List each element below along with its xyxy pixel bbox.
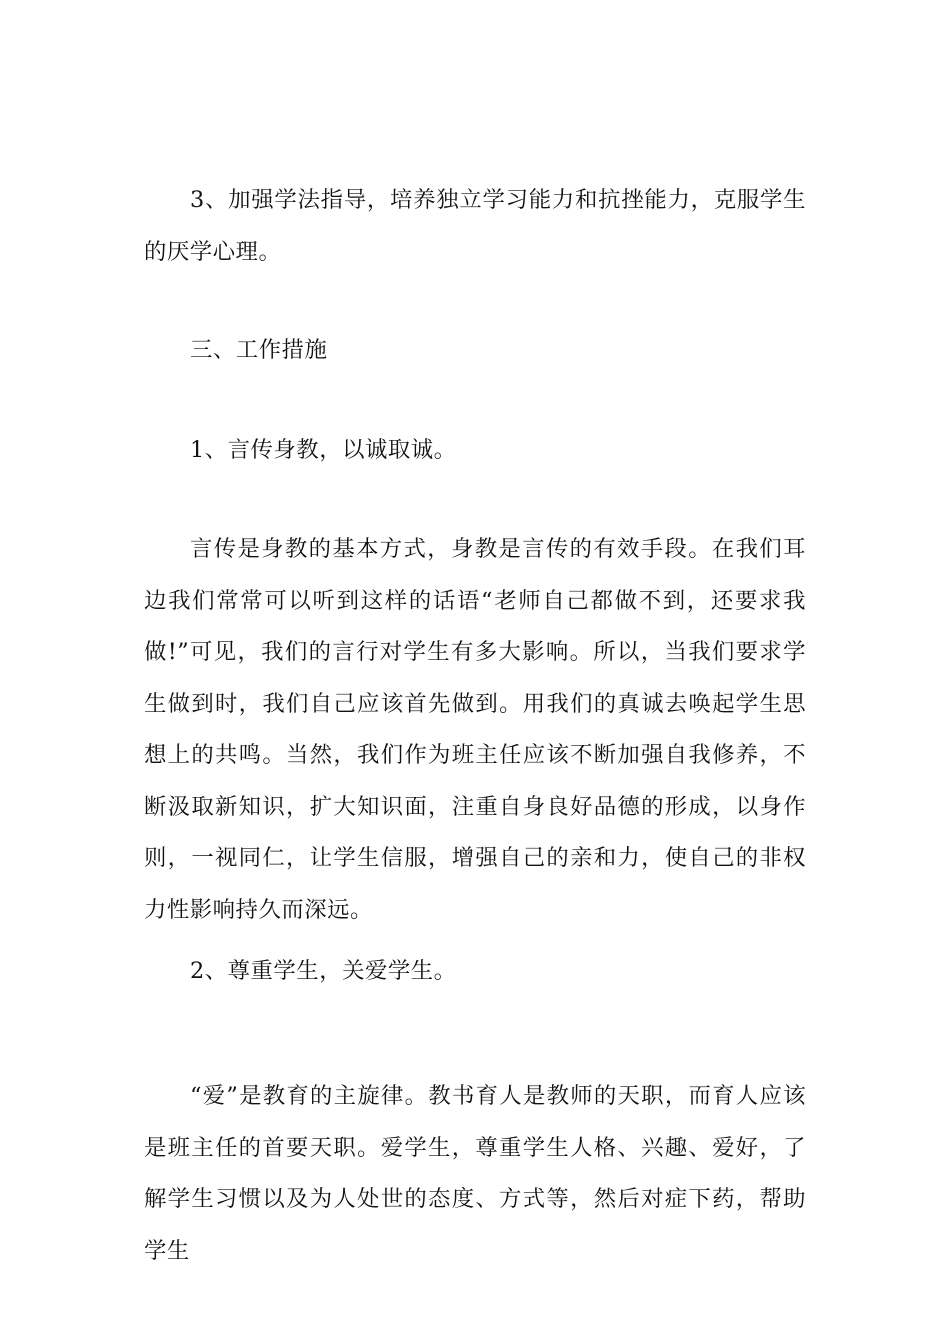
section-heading-measures: 三、工作措施 <box>190 337 328 363</box>
document-page <box>144 0 806 1344</box>
paragraph-goal-3: 3、加强学法指导，培养独立学习能力和抗挫能力，克服学生的厌学心理。 <box>144 187 806 265</box>
paragraph-measure-2: “爱”是教育的主旋律。教书育人是教师的天职，而育人应该是班主任的首要天职。爱学生，尊重学生人格、兴趣、爱好，了解学生习惯以及为人处世的态度、方式等，然后对症下药，帮助学生 <box>144 1083 806 1264</box>
subheading-measure-2: 2、尊重学生，关爱学生。 <box>190 958 457 984</box>
paragraph-measure-1: 言传是身教的基本方式，身教是言传的有效手段。在我们耳边我们常常可以听到这样的话语“老师自己都做不到，还要求我做!”可见，我们的言行对学生有多大影响。所以，当我们要求学生做到时，我们自己应该首先做到。用我们的真诚去唤起学生思想上的共鸣。当然，我们作为班主任应该不断加强自我修养，不断汲取新知识，扩大知识面，注重自身良好品德的形成，以身作则，一视同仁，让学生信服，增强自己的亲和力，使自己的非权力性影响持久而深远。 <box>144 536 806 923</box>
subheading-measure-1: 1、言传身教，以诚取诚。 <box>190 437 457 463</box>
